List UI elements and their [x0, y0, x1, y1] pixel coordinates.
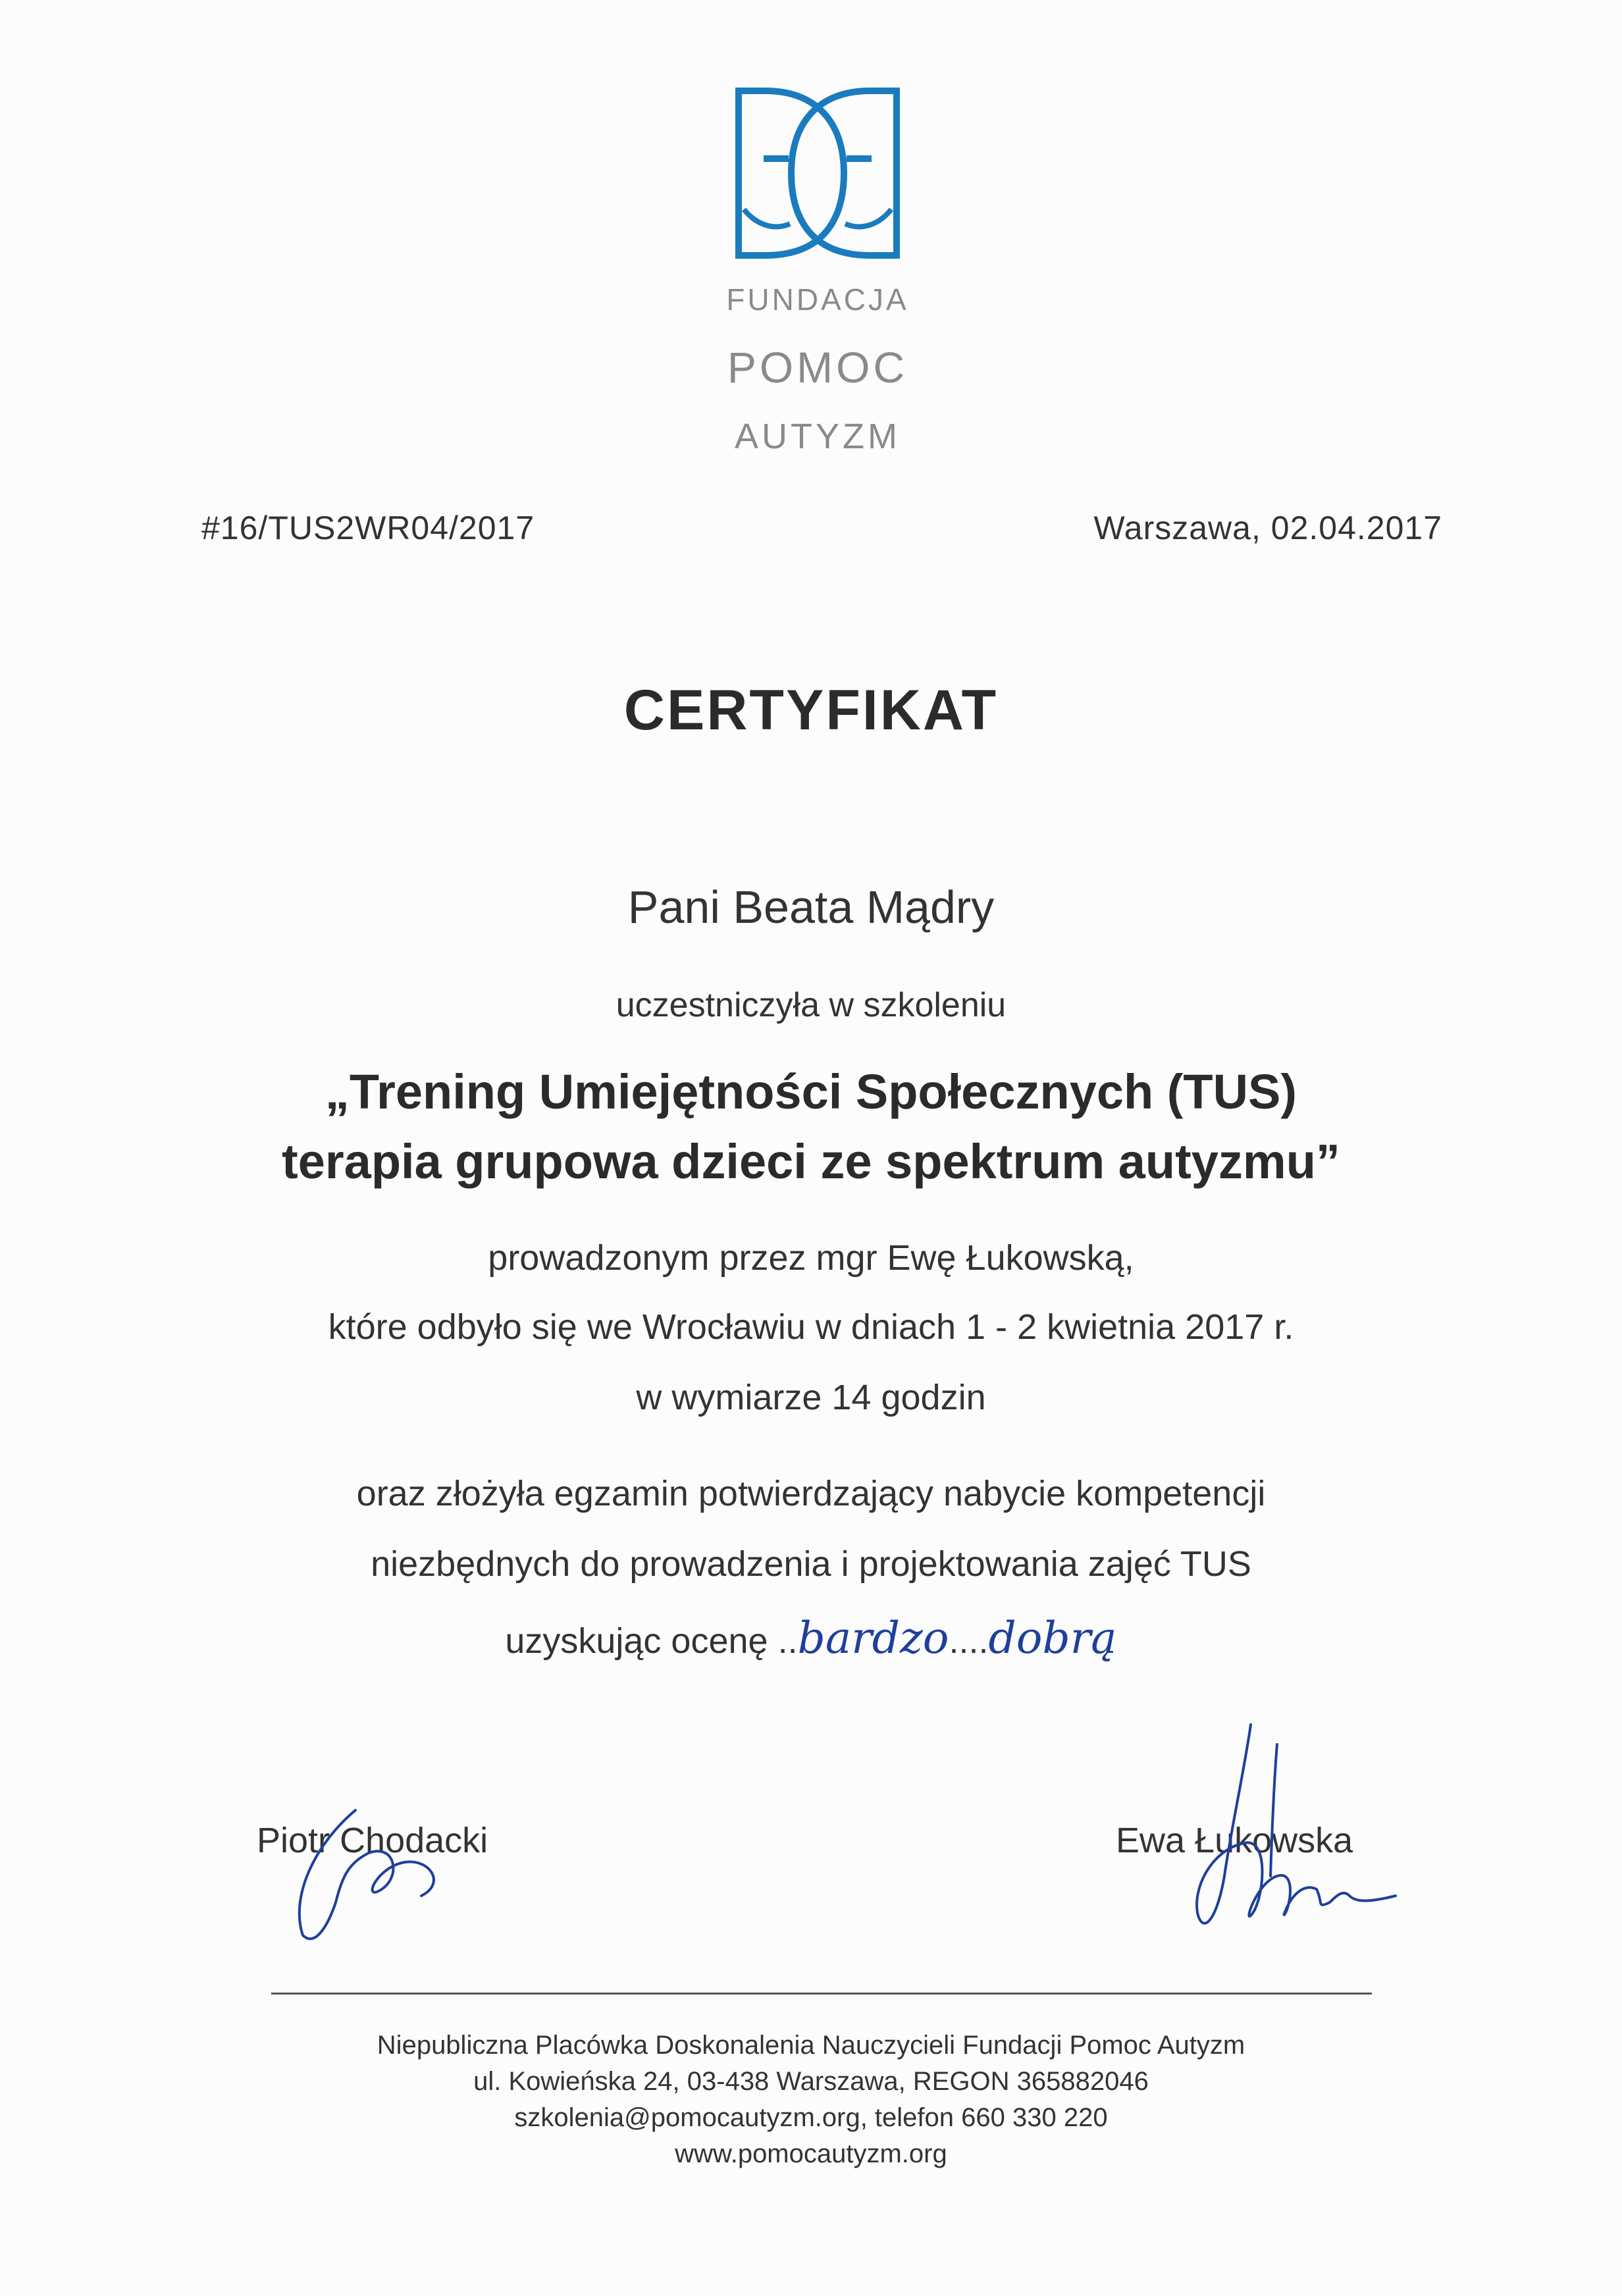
grade-line	[0, 1613, 1622, 1663]
theatre-masks-logo-icon	[719, 78, 916, 269]
exam-text-line-2: niezbędnych do prowadzenia i projektowania zajęć TUS	[371, 1544, 1251, 1584]
grade-dots: ..	[777, 1621, 798, 1661]
logo-text-autyzm: AUTYZM	[735, 417, 901, 456]
signatory-left-name: Piotr Chodacki	[257, 1821, 488, 1860]
footer-website: www.pomocautyzm.org	[675, 2139, 947, 2168]
signature-left-icon	[270, 1790, 507, 1955]
footer-address: ul. Kowieńska 24, 03-438 Warszawa, REGON 365882046	[473, 2067, 1149, 2096]
course-title-line-2: terapia grupowa dzieci ze spektrum autyzmu”	[282, 1134, 1340, 1189]
participation-text: uczestniczyła w szkoleniu	[615, 986, 1007, 1024]
exam-text-line-1: oraz złożyła egzamin potwierdzający nabycie kompetencji	[356, 1474, 1266, 1513]
certificate-reference-number: #16/TUS2WR04/2017	[201, 509, 535, 546]
signatory-right-name: Ewa Łukowska	[1116, 1821, 1353, 1860]
footer-institution: Niepubliczna Placówka Doskonalenia Nauczycieli Fundacji Pomoc Autyzm	[377, 2031, 1245, 2060]
footer-divider	[271, 1993, 1372, 1995]
footer-contact: szkolenia@pomocautyzm.org, telefon 660 330 220	[514, 2103, 1108, 2132]
held-location-text: które odbyło się we Wrocławiu w dniach 1 - 2 kwietnia 2017 r.	[328, 1307, 1294, 1347]
logo-text-fundacja: FUNDACJA	[726, 282, 909, 317]
certificate-title: CERTYFIKAT	[623, 679, 999, 742]
grade-handwritten-word-2: dobrą	[988, 1613, 1117, 1663]
logo-text-pomoc: POMOC	[727, 343, 908, 392]
course-title-line-1: „Trening Umiejętności Społecznych (TUS)	[325, 1064, 1297, 1119]
grade-label: uzyskując ocenę	[505, 1621, 768, 1661]
duration-text: w wymiarze 14 godzin	[636, 1378, 986, 1417]
conducted-by-text: prowadzonym przez mgr Ewę Łukowską,	[488, 1238, 1134, 1278]
recipient-name: Pani Beata Mądry	[627, 881, 995, 933]
grade-handwritten-word-1: bardzo	[797, 1613, 949, 1663]
course-title	[0, 1057, 1622, 1197]
signature-right-icon	[1119, 1718, 1409, 1955]
place-and-date: Warszawa, 02.04.2017	[1093, 509, 1442, 546]
grade-dots: ....	[949, 1621, 989, 1661]
